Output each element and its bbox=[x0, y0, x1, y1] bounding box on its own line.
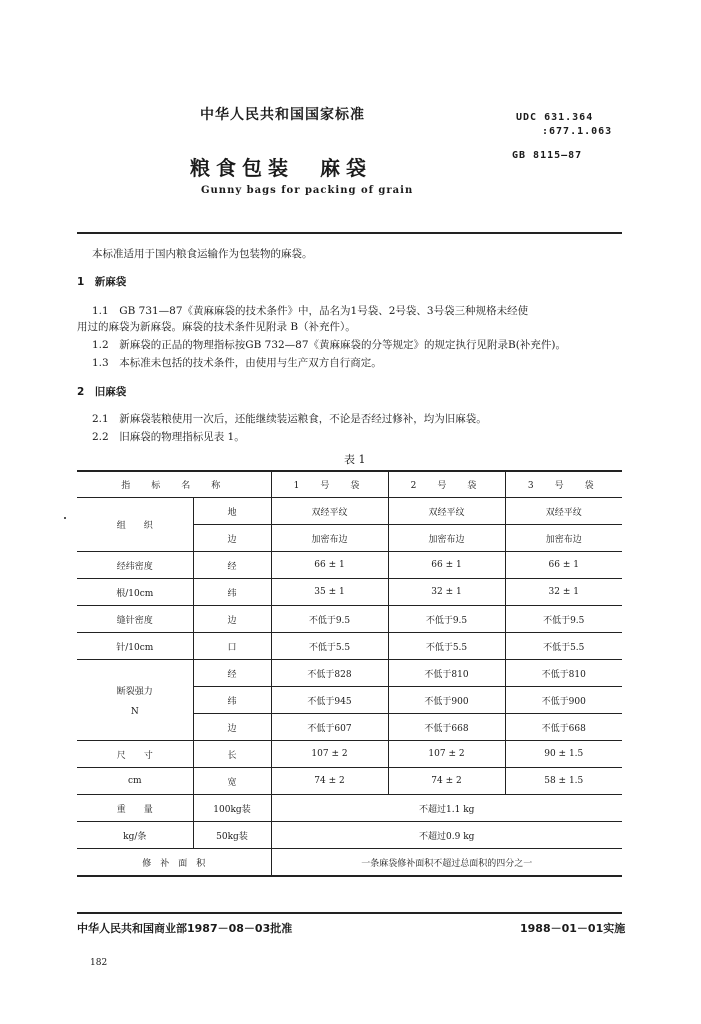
row-label-stitch: 缝针密度 bbox=[77, 606, 193, 633]
row-label-repair: 修 补 面 积 bbox=[77, 849, 271, 877]
sub-label: 边 bbox=[193, 525, 271, 552]
table-cell: 一条麻袋修补面积不超过总面积的四分之一 bbox=[271, 849, 622, 877]
table-row bbox=[77, 795, 622, 822]
header-bag-2: 2 号 袋 bbox=[388, 471, 505, 498]
table-cell: 加密布边 bbox=[388, 525, 505, 552]
row-label-weight: 重 量 bbox=[77, 795, 193, 822]
table-cell: 不超过0.9 kg bbox=[271, 822, 622, 849]
section-1-heading: 1 新麻袋 bbox=[77, 276, 127, 288]
table-cell: 不低于945 bbox=[271, 687, 388, 714]
table-cell: 90 ± 1.5 bbox=[505, 741, 622, 768]
table-row bbox=[77, 579, 622, 606]
document-title: 粮食包装 麻袋 bbox=[190, 156, 372, 180]
row-label-organization: 组 织 bbox=[77, 498, 193, 552]
clause-2-2: 2.2 旧麻袋的物理指标见表 1。 bbox=[92, 431, 245, 443]
sub-label: 边 bbox=[193, 606, 271, 633]
table-cell: 不低于607 bbox=[271, 714, 388, 741]
table-row bbox=[77, 849, 622, 877]
strength-unit: N bbox=[130, 706, 139, 717]
header-indicator-name: 指 标 名 称 bbox=[77, 471, 271, 498]
clause-1-2: 1.2 新麻袋的正品的物理指标按GB 732—87《黄麻麻袋的分等规定》的规定执行见附录B(补充件)。 bbox=[92, 339, 566, 351]
table-cell: 不低于668 bbox=[388, 714, 505, 741]
table-cell: 66 ± 1 bbox=[388, 552, 505, 579]
table-row bbox=[77, 768, 622, 795]
table-cell: 32 ± 1 bbox=[505, 579, 622, 606]
table-cell: 加密布边 bbox=[505, 525, 622, 552]
udc-code-line2: :677.1.063 bbox=[542, 126, 613, 137]
table-cell: 74 ± 2 bbox=[271, 768, 388, 795]
row-unit-density: 根/10cm bbox=[77, 579, 193, 606]
sub-label: 纬 bbox=[193, 579, 271, 606]
table-cell: 66 ± 1 bbox=[271, 552, 388, 579]
clause-1-1-line1: 1.1 GB 731—87《黄麻麻袋的技术条件》中，品名为1号袋、2号袋、3号袋三种规格未经使 bbox=[92, 305, 529, 317]
physical-spec-table bbox=[77, 470, 622, 877]
row-unit-size: cm bbox=[77, 768, 193, 795]
page-number: 182 bbox=[90, 958, 108, 968]
table-cell: 107 ± 2 bbox=[271, 741, 388, 768]
table-row bbox=[77, 660, 622, 687]
table-cell: 不低于900 bbox=[388, 687, 505, 714]
table-cell: 双经平纹 bbox=[271, 498, 388, 525]
row-label-size: 尺 寸 bbox=[77, 741, 193, 768]
sub-label: 边 bbox=[193, 714, 271, 741]
sub-label: 地 bbox=[193, 498, 271, 525]
table-cell: 不低于9.5 bbox=[505, 606, 622, 633]
row-unit-weight: kg/条 bbox=[77, 822, 193, 849]
approval-note: 中华人民共和国商业部1987－08－03批准 bbox=[77, 922, 293, 935]
table-row bbox=[77, 498, 622, 525]
table-cell: 不低于668 bbox=[505, 714, 622, 741]
table-caption: 表 1 bbox=[344, 453, 366, 466]
sub-label: 100kg装 bbox=[193, 795, 271, 822]
table-cell: 不低于9.5 bbox=[388, 606, 505, 633]
table-cell: 加密布边 bbox=[271, 525, 388, 552]
table-cell: 不低于810 bbox=[505, 660, 622, 687]
table-row bbox=[77, 552, 622, 579]
table-cell: 35 ± 1 bbox=[271, 579, 388, 606]
header-bag-1: 1 号 袋 bbox=[271, 471, 388, 498]
footer-divider bbox=[77, 912, 622, 914]
section-2-heading: 2 旧麻袋 bbox=[77, 386, 127, 398]
table-cell: 不低于810 bbox=[388, 660, 505, 687]
table-cell: 32 ± 1 bbox=[388, 579, 505, 606]
row-label-strength bbox=[77, 660, 193, 741]
intro-paragraph: 本标准适用于国内粮食运输作为包装物的麻袋。 bbox=[92, 248, 313, 260]
table-row bbox=[77, 633, 622, 660]
table-cell: 不超过1.1 kg bbox=[271, 795, 622, 822]
clause-1-3: 1.3 本标准未包括的技术条件，由使用与生产双方自行商定。 bbox=[92, 357, 382, 369]
table-cell: 不低于828 bbox=[271, 660, 388, 687]
table-cell: 不低于5.5 bbox=[271, 633, 388, 660]
clause-1-1-line2: 用过的麻袋为新麻袋。麻袋的技术条件见附录 B（补充件）。 bbox=[77, 321, 356, 333]
sub-label: 口 bbox=[193, 633, 271, 660]
row-label-density: 经纬密度 bbox=[77, 552, 193, 579]
sub-label: 长 bbox=[193, 741, 271, 768]
implementation-date: 1988－01－01实施 bbox=[520, 922, 626, 935]
sub-label: 纬 bbox=[193, 687, 271, 714]
header-bag-3: 3 号 袋 bbox=[505, 471, 622, 498]
table-cell: 不低于5.5 bbox=[505, 633, 622, 660]
sub-label: 宽 bbox=[193, 768, 271, 795]
strength-label: 断裂强力 bbox=[116, 686, 153, 697]
gb-code: GB 8115—87 bbox=[512, 150, 583, 161]
udc-code-line1: UDC 631.364 bbox=[516, 112, 594, 123]
table-cell: 不低于9.5 bbox=[271, 606, 388, 633]
table-cell: 107 ± 2 bbox=[388, 741, 505, 768]
table-cell: 不低于900 bbox=[505, 687, 622, 714]
sub-label: 经 bbox=[193, 552, 271, 579]
table-cell: 不低于5.5 bbox=[388, 633, 505, 660]
table-row bbox=[77, 606, 622, 633]
sub-label: 50kg装 bbox=[193, 822, 271, 849]
english-title: Gunny bags for packing of grain bbox=[201, 185, 414, 196]
row-unit-stitch: 针/10cm bbox=[77, 633, 193, 660]
table-row bbox=[77, 822, 622, 849]
table-row bbox=[77, 741, 622, 768]
table-header-row bbox=[77, 471, 622, 498]
table-cell: 66 ± 1 bbox=[505, 552, 622, 579]
header-divider bbox=[77, 232, 622, 234]
table-cell: 双经平纹 bbox=[388, 498, 505, 525]
sub-label: 经 bbox=[193, 660, 271, 687]
scan-speck bbox=[64, 517, 66, 519]
standard-title: 中华人民共和国国家标准 bbox=[200, 107, 365, 123]
table-cell: 双经平纹 bbox=[505, 498, 622, 525]
clause-2-1: 2.1 新麻袋装粮使用一次后，还能继续装运粮食，不论是否经过修补，均为旧麻袋。 bbox=[92, 413, 487, 425]
table-cell: 74 ± 2 bbox=[388, 768, 505, 795]
table-cell: 58 ± 1.5 bbox=[505, 768, 622, 795]
